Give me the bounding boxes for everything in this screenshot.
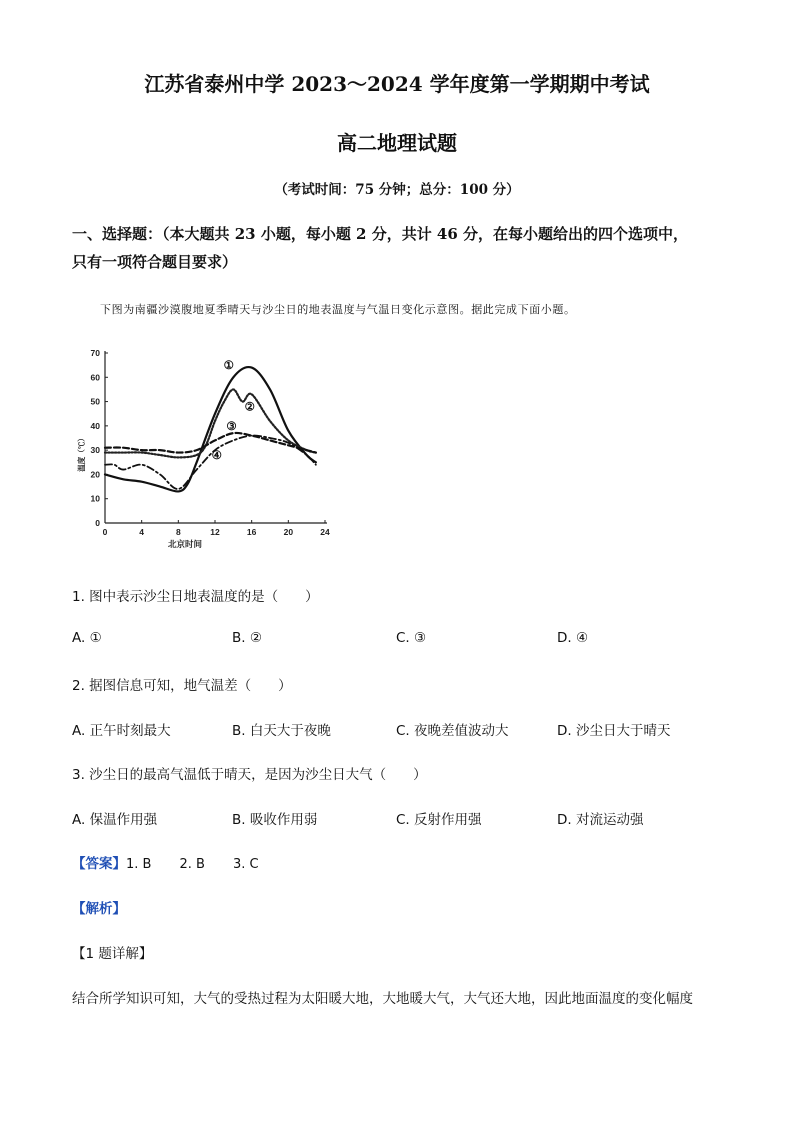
chart-series [105, 367, 316, 491]
section-heading-line1: 一、选择题：（本大题共 23 小题，每小题 2 分，共计 46 分，在每小题给出的四个选项中， [72, 225, 689, 243]
analysis-label: 【解析】 [72, 901, 126, 917]
x-tick-label: 0 [102, 527, 108, 537]
y-axis-label: 温度（℃） [77, 434, 86, 472]
y-tick-label: 30 [90, 445, 100, 456]
series-label-3: ③ [226, 420, 237, 433]
x-tick-label: 12 [210, 527, 220, 537]
exam-title: 江苏省泰州中学 2023～2024 学年度第一学期期中考试 [144, 72, 650, 96]
y-tick-label: 60 [90, 372, 100, 383]
question-1-option-d: D. ④ [557, 630, 589, 646]
question-3-option-a: A. 保温作用强 [72, 812, 158, 828]
x-tick-label: 4 [139, 527, 145, 537]
series-line-1 [105, 367, 316, 491]
answer-3: 3. C [232, 857, 259, 872]
y-tick-label: 10 [90, 493, 100, 504]
y-tick-label: 50 [90, 396, 100, 407]
exam-subtitle: 高二地理试题 [337, 131, 457, 155]
temperature-chart [74, 342, 344, 557]
y-tick-label: 0 [95, 518, 100, 528]
x-tick-label: 24 [320, 527, 330, 537]
question-1-stem: 1. 图中表示沙尘日地表温度的是（ ） [72, 589, 319, 605]
question-2-option-a: A. 正午时刻最大 [72, 723, 171, 739]
question-intro: 下图为南疆沙漠腹地夏季晴天与沙尘日的地表温度与气温日变化示意图。据此完成下面小题。 [100, 303, 576, 316]
answer-1: 1. B [126, 857, 152, 872]
question-1-option-b: B. ② [232, 630, 262, 646]
detail-text: 结合所学知识可知，大气的受热过程为太阳暖大地，大地暖大气，大气还大地，因此地面温度的变化幅度 [72, 991, 693, 1007]
question-3-stem: 3. 沙尘日的最高气温低于晴天，是因为沙尘日大气（ ） [72, 767, 427, 783]
question-1-option-a: A. ① [72, 630, 102, 646]
question-2-option-c: C. 夜晚差值波动大 [396, 723, 509, 739]
exam-info: （考试时间：75 分钟；总分：100 分） [274, 182, 520, 198]
question-2-stem: 2. 据图信息可知，地气温差（ ） [72, 678, 292, 694]
question-3-option-c: C. 反射作用强 [396, 812, 482, 828]
detail-label: 【1 题详解】 [72, 946, 153, 962]
question-2-option-b: B. 白天大于夜晚 [232, 723, 331, 739]
series-label-4: ④ [211, 450, 222, 462]
y-tick-label: 20 [90, 469, 100, 480]
y-tick-label: 40 [90, 420, 100, 431]
question-2-option-d: D. 沙尘日大于晴天 [557, 723, 671, 739]
series-label-1: ① [223, 360, 234, 373]
answer-label: 【答案】 [72, 856, 126, 872]
answer-2: 2. B [179, 857, 205, 872]
chart-labels [212, 359, 256, 462]
series-label-2: ② [244, 401, 255, 414]
y-tick-label: 70 [90, 348, 100, 358]
x-tick-label: 8 [175, 527, 181, 537]
x-tick-label: 16 [246, 527, 257, 537]
section-heading-line2: 只有一项符合题目要求） [72, 253, 238, 271]
question-3-option-b: B. 吸收作用弱 [232, 812, 318, 828]
x-tick-label: 20 [283, 527, 294, 537]
question-1-option-c: C. ③ [396, 630, 427, 646]
question-3-option-d: D. 对流运动强 [557, 812, 644, 828]
x-axis-label: 北京时间 [167, 539, 203, 549]
answer-line [72, 852, 259, 872]
